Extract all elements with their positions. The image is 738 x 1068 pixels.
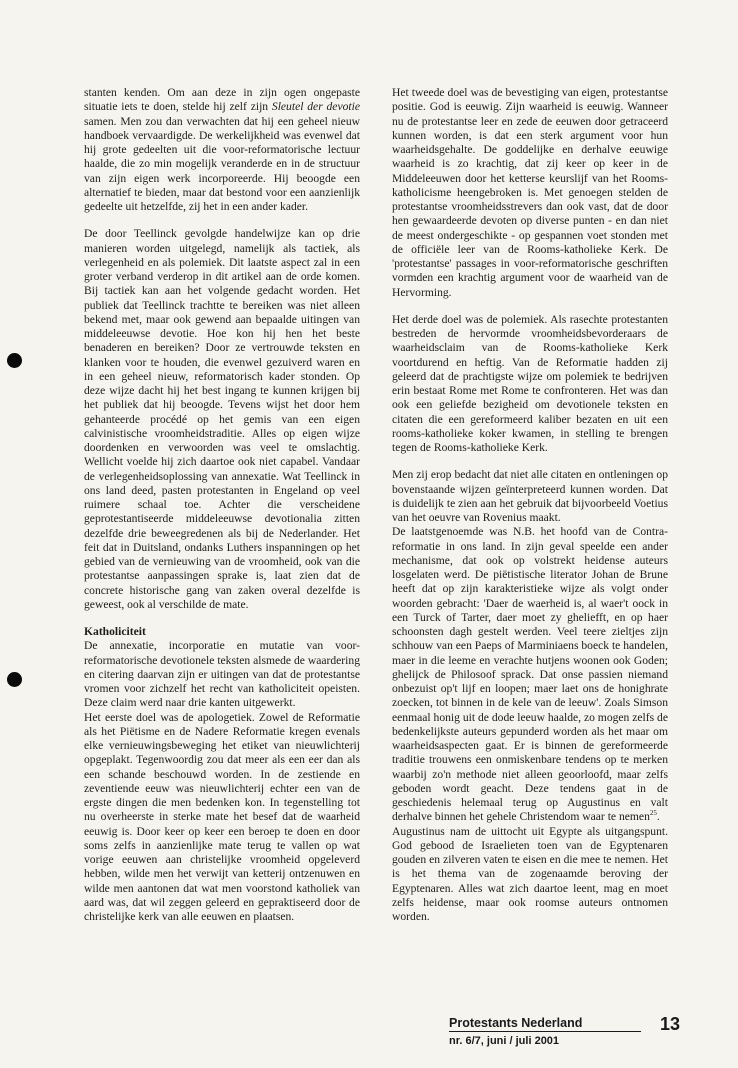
- paragraph-handelwijze: De door Teellinck gevolgde handelwijze kan op drie manieren worden uitgelegd, namelijk als tactiek, als verlegenheid en als polemiek. Dit laatste aspect zal in een groter verband verderop in dit artikel aan de orde komen. Bij tactiek kan aan het volgende gedacht worden. Het publiek dat Teellinck trachtte te bereiken was niet alleen bekend met, maar ook gewend aan bepaalde uitingen van middeleeuwse devotie. Hoe kon hij hen het beste benaderen en bereiken? Door ze vertrouwde teksten en klanken voor te houden, die evenwel gezuiverd waren en in een geheel nieuw, reformatorisch kader stonden. Op deze wijze dacht hij het best ingang te kunnen krijgen bij het publiek dat hij beoogde. Tevens wijst het door hem gehanteerde procédé op het gemis van een eigen calvinistische vroomheidstraditie. Alles op eigen wijze doordenken en verwoorden was veel te omslachtig. Wellicht voelde hij zich daartoe ook niet capabel. Vandaar de verlegenheidsoplossing van annexatie. Wat Teellinck in ons land deed, pasten protestanten in Engeland op veel ruimere schaal toe. Achter die verscheidene geprotestantiseerde middeleeuwse devotionalia zitten dezelfde drie beweegredenen als bij de Nederlander. Het feit dat in Duitsland, ondanks Luthers inspanningen op het gebied van de vernieuwing van de vroomheid, ook van die protestantse aanpassingen sprake is, laat zien dat de concrete historische gang van zaken overal dezelfde is geweest, ook al verschilde de mate.: [84, 227, 360, 611]
- binder-hole-top: [7, 353, 22, 368]
- paragraph-sleutel: stanten kenden. Om aan deze in zijn ogen ongepaste situatie iets te doen, stelde hij zelf zijn Sleutel der devotie samen. Men zou dan verwachten dat hij een geheel nieuw handboek vervaardigde. De werkelijkheid was evenwel dat hij grote gedeelten uit die voor-reformatorische lectuur haalde, die zo min mogelijk veranderde en in de structuur van zijn eigen werk incorporeerde. Hij beoogde een alternatief te bieden, maar dat bestond voor een aanzienlijk gedeelte uit hetzelfde, zij het in een ander kader.: [84, 86, 360, 213]
- paragraph-augustinus: Augustinus nam de uittocht uit Egypte als uitgangspunt. God gebood de Israelieten toen van de Egyptenaren gouden en zilveren vaten te eisen en die mee te nemen. Het is het thema van de zogenaamde beroving der Egyptenaren. Alles wat zich daartoe leent, mag en moet zelfs heidense, maar ook roomse auteurs ontnomen worden.: [392, 824, 668, 923]
- paragraph-apologetiek: Het eerste doel was de apologetiek. Zowel de Reformatie als het Piëtisme en de Nadere Reformatie kregen evenals elke vernieuwingsbeweging het etiket van nieuwlichterij opgeplakt. Tegenwoordig zou dat meer als een eer dan als een schande beschouwd worden. In de zestiende en zeventiende eeuw was nieuwlichterij echter een van de ergste dingen die men bedenken kon. In tegenstelling tot nu overheerste in sterke mate het besef dat de waarheid eeuwig is. Door keer op keer een beroep te doen en door soms zelfs in aanzienlijke mate terug te vallen op wat vorige eeuwen aan christelijke vroomheid opgeleverd hebben, wilde men het verwijt van ketterij ontzenuwen en wilde men aantonen dat wat men voorstond katholiek van aard was, dat wil zeggen geleerd en gepraktiseerd door de christelijke kerk van alle eeuwen en plaatsen.: [84, 710, 360, 923]
- paragraph-polemiek: Het derde doel was de polemiek. Als rasechte protestanten bestreden de hervormde vroomheidsbevorderaars de waarheidsclaim van de Rooms-katholieke Kerk voortdurend en heftig. Van de Reformatie hadden zij geleerd dat de prachtigste wijze om polemiek te bedrijven erin bestaat Rome met Rome te confronteren. Het was dan ook een geliefde bezigheid om devotionele teksten en citaten die een gereformeerd kaliber bezaten en uit een rooms-katholieke koker kwamen, in stelling te brengen tegen de Rooms-katholieke Kerk.: [392, 312, 668, 454]
- paragraph-annexatie: De annexatie, incorporatie en mutatie van voor-reformatorische devotionele teksten alsmede de waardering en citering daarvan zijn er uitingen van dat de protestantse vromen voor zichzelf het recht van katholiciteit opeisten. Deze claim werd naar drie kanten uitgewerkt.: [84, 639, 360, 710]
- paragraph-citaten: Men zij erop bedacht dat niet alle citaten en ontleningen op bovenstaande wijzen geïnterpreteerd kunnen worden. Dat is duidelijk te zien aan het gebruik dat bijvoorbeeld Voetius van het oeuvre van Rovenius maakt.: [392, 468, 668, 524]
- footnote-ref: 25: [649, 809, 657, 818]
- right-column: [392, 86, 668, 924]
- footer-publication: Protestants Nederland: [449, 1016, 583, 1030]
- paragraph-bevestiging: Het tweede doel was de bevestiging van eigen, protestantse positie. God is eeuwig. Zijn waarheid is eeuwig. Wanneer nu de protestantse leer en zede de eeuwen door getraceerd kunnen worden, is dat een sterk argument voor hun waarheidsgehalte. De goddelijke en derhalve eeuwige waarheid is zo krachtig, dat zij keer op keer in de Middeleeuwen door het ketterse keurslijf van het Rooms-katholicisme heengebroken is. Met genoegen stelden de protestantse vroomheidsstrevers dan ook vast, dat de door hen gewaardeerde devoten op diverse punten - en dan niet de meest ondergeschikte - op gespannen voet stonden met de officiële leer van de Rooms-katholieke Kerk. De 'protestantse' passages in voor-reformatorische geschriften vormden een krachtig argument voor de waarheid van de Hervorming.: [392, 86, 668, 299]
- footer-issue: nr. 6/7, juni / juli 2001: [449, 1035, 560, 1047]
- section-heading: Katholiciteit: [84, 625, 146, 638]
- binder-hole-bottom: [7, 672, 22, 687]
- book-title: Sleutel der devotie: [271, 100, 360, 114]
- left-column: [84, 86, 360, 924]
- page-number: 13: [660, 1014, 681, 1034]
- footer-divider: [449, 1031, 641, 1032]
- paragraph-contra-reformatie: De laatstgenoemde was N.B. het hoofd van de Contra-reformatie in ons land. In zijn geval speelde een ander mechanisme, dat ook op volstrekt heidense auteurs losgelaten werd. De piëtistische literator Johan de Brune heeft dat op zijn karakteristieke wijze als volgt onder woorden gebracht: 'Daer de waerheid is, al waer't oock in een Turck of Tarter, daer moet zy gheliefft, en op haer schoonsten dagh gestelt werden. Veel teere zieltjes zijn schhouw van een Paeps of Marminiaens boeck te handelen, maer in die leeme en verachte hutjens woonen ook Goden; ghelijck de Philosoof sprack. Dat onse passien niemand onbezuist op't lijf en loopen; maer laet ons de honighrate zoecken, tot binnen in de kele van de leeuw'. Zoals Simson eenmaal honig uit de dode leeuw haalde, zo mogen zelfs de bedenkelijkste auteurs gepunderd worden als het maar om waarheidsaspecten gaat. Er is binnen de gereformeerde traditie trouwens een onmiskenbare tendens op te merken waarbij zo'n methode niet alleen geoorloofd, maar zelfs geboden wordt geacht. Deze tendens gaat in de geschiedenis helemaal terug op Augustinus en valt derhalve binnen het gehele Christendom waar te nemen$^{25}$.: [392, 525, 668, 824]
